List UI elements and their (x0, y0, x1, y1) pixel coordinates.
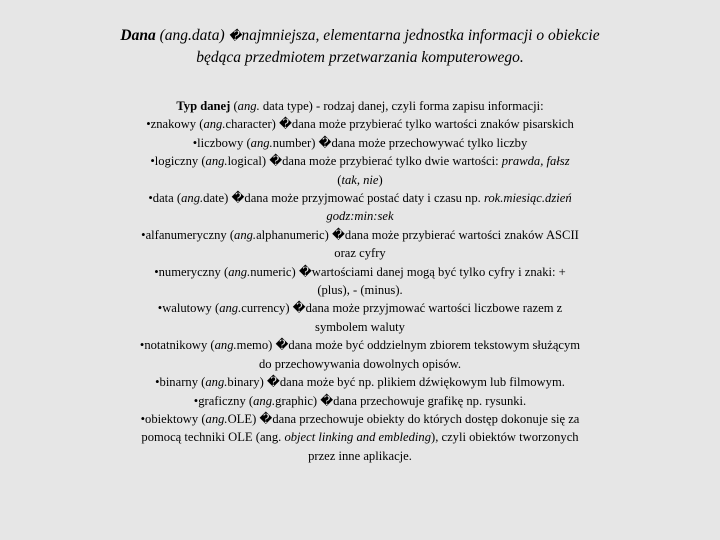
list-item: •znakowy (ang.character) �dana może przybierać tylko wartości znaków pisarskich (146, 117, 574, 132)
missing-glyph-box: � (269, 154, 283, 169)
missing-glyph-box: � (278, 117, 292, 132)
definition-lead: (ang.data) (155, 27, 229, 44)
types-heading-term: Typ danej (176, 99, 231, 113)
missing-glyph-box: � (331, 227, 345, 242)
bullet-icon: • (140, 411, 146, 426)
definition-line-2: będąca przedmiotem przetwarzania komputerowego. (196, 49, 524, 66)
types-heading: Typ danej (ang. data type) - rodzaj danej, czyli forma zapisu informacji: (176, 99, 544, 113)
bullet-icon: • (148, 191, 153, 206)
list-item: •logiczny (ang.logical) �dana może przybierać tylko dwie wartości: prawda, fałsz (tak, nie) (150, 154, 570, 187)
missing-glyph-box: � (318, 135, 332, 150)
missing-glyph-box: � (298, 264, 312, 279)
definition-text-line-1: najmniejsza, elementarna jednostka informacji o obiekcie (241, 27, 600, 44)
missing-glyph-box: � (228, 29, 242, 43)
missing-glyph-box: � (275, 338, 289, 353)
data-types-section (70, 97, 650, 465)
missing-glyph-box: � (292, 301, 306, 316)
list-item: •walutowy (ang.currency) �dana może przyjmować wartości liczbowe razem z symbolem waluty (157, 301, 563, 334)
bullet-icon: • (141, 227, 146, 242)
definition-line-1 (40, 25, 680, 47)
missing-glyph-box: � (320, 393, 334, 408)
list-item: •liczbowy (ang.number) �dana może przechowywać tylko liczby (192, 135, 528, 150)
definition-paragraph (40, 25, 680, 68)
missing-glyph-box: � (266, 375, 280, 390)
list-item: •numeryczny (ang.numeric) �wartościami danej mogą być tylko cyfry i znaki: + (plus), - (minus). (154, 264, 566, 298)
list-item: •notatnikowy (ang.memo) �dana może być oddzielnym zbiorem tekstowym służącym do przechowywania dowolnych opisów. (139, 338, 581, 371)
bullet-icon: • (157, 301, 163, 316)
missing-glyph-box: � (231, 191, 245, 206)
list-item: •alfanumeryczny (ang.alphanumeric) �dana może przybierać wartości znaków ASCII oraz cyfry (141, 227, 579, 261)
bullet-icon: • (146, 117, 151, 132)
list-item: •graficzny (ang.graphic) �dana przechowuje grafikę np. rysunki. (193, 393, 527, 408)
bullet-icon: • (193, 393, 199, 408)
list-item: •data (ang.date) �dana może przyjmować postać daty i czasu np. rok.miesiąc.dzień godz:min:sek (148, 191, 572, 224)
bullet-icon: • (154, 264, 159, 279)
bullet-icon: • (192, 135, 198, 150)
bullet-icon: • (139, 338, 145, 353)
list-item: •obiektowy (ang.OLE) �dana przechowuje obiekty do których dostęp dokonuje się za pomocą techniki OLE (ang. object linking and embleding), czyli obiektów tworzonych przez inne aplikacje. (140, 411, 580, 463)
list-item: •binarny (ang.binary) �dana może być np. plikiem dźwiękowym lub filmowym. (155, 375, 565, 390)
bullet-icon: • (155, 375, 160, 390)
definition-term: Dana (120, 27, 156, 44)
missing-glyph-box: � (259, 411, 273, 426)
bullet-icon: • (150, 154, 155, 169)
